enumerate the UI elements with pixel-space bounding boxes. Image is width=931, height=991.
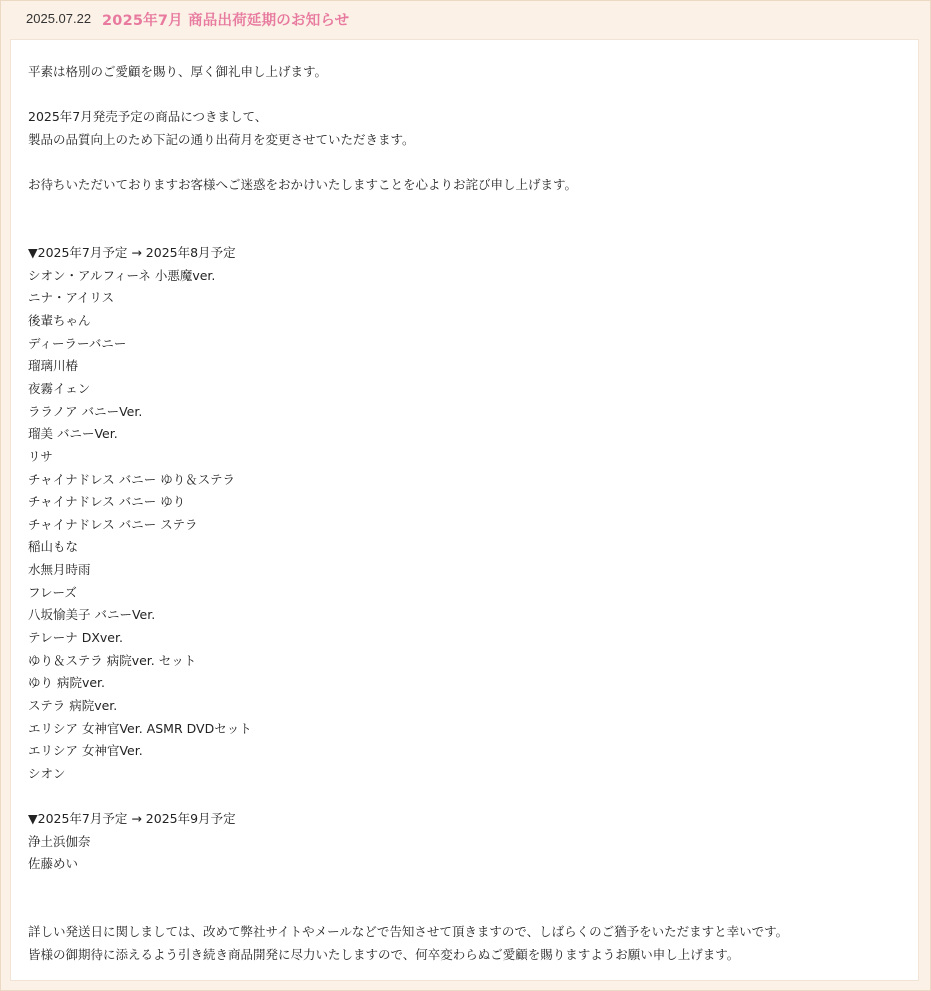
- product-item: 水無月時雨: [28, 562, 91, 578]
- intro-text-2: 製品の品質向上のため下記の通り出荷月を変更させていただきます。: [28, 131, 415, 147]
- product-item: シオン・アルフィーネ 小悪魔ver.: [28, 267, 216, 283]
- spacer: [28, 152, 908, 175]
- product-item: 瑠美 バニーVer.: [28, 426, 118, 442]
- product-item: ニナ・アイリス: [28, 290, 115, 306]
- section-august-heading: ▼2025年7月予定 → 2025年8月予定: [28, 245, 236, 261]
- closing-text-1: 詳しい発送日に関しましては、改めて弊社サイトやメールなどで告知させて頂きますので、しばらくのご猶予をいただますと幸いです。: [28, 924, 789, 940]
- section-september-heading: ▼2025年7月予定 → 2025年9月予定: [28, 811, 236, 827]
- product-item: 佐藤めい: [28, 856, 79, 872]
- product-item: リサ: [28, 448, 53, 464]
- notice-body: [28, 61, 908, 967]
- spacer: [28, 84, 908, 107]
- intro-text-1: 2025年7月発売予定の商品につきまして、: [28, 109, 268, 125]
- product-item: 稲山もな: [28, 539, 79, 555]
- product-item: エリシア 女神官Ver. ASMR DVDセット: [28, 720, 252, 736]
- spacer: [28, 219, 908, 242]
- spacer: [28, 786, 908, 809]
- product-item: ゆり＆ステラ 病院ver. セット: [28, 652, 197, 668]
- product-item: シオン: [28, 765, 66, 781]
- spacer: [28, 876, 908, 899]
- closing-text-2: 皆様の御期待に添えるよう引き続き商品開発に尽力いたしますので、何卒変わらぬご愛顧を賜りますようお願い申し上げます。: [28, 946, 740, 962]
- product-item: 八坂愉美子 バニーVer.: [28, 607, 156, 623]
- product-item: ディーラーバニー: [28, 335, 127, 351]
- product-item: チャイナドレス バニー ゆり＆ステラ: [28, 471, 235, 487]
- product-item: 浄土浜伽奈: [28, 833, 91, 849]
- notice-title: 2025年7月 商品出荷延期のお知らせ: [102, 13, 350, 29]
- product-item: 瑠璃川椿: [28, 358, 79, 374]
- product-item: 夜霧イェン: [28, 380, 91, 396]
- notice-header: [1, 1, 930, 39]
- product-item: ステラ 病院ver.: [28, 697, 118, 713]
- product-item: チャイナドレス バニー ゆり: [28, 494, 186, 510]
- notice-date: 2025.07.22: [26, 11, 92, 26]
- notice-content: [10, 39, 919, 981]
- spacer: [28, 899, 908, 922]
- product-item: エリシア 女神官Ver.: [28, 743, 143, 759]
- greeting-text: 平素は格別のご愛顧を賜り、厚く御礼申し上げます。: [28, 64, 328, 79]
- spacer: [28, 197, 908, 220]
- product-item: フレーズ: [28, 584, 77, 600]
- product-item: 後輩ちゃん: [28, 313, 91, 329]
- apology-text: お待ちいただいておりますお客様へご迷惑をおかけいたしますことを心よりお詫び申し上げます。: [28, 177, 578, 193]
- product-item: チャイナドレス バニー ステラ: [28, 516, 198, 532]
- product-item: ララノア バニーVer.: [28, 403, 143, 419]
- product-item: テレーナ DXver.: [28, 630, 123, 646]
- product-item: ゆり 病院ver.: [28, 675, 106, 691]
